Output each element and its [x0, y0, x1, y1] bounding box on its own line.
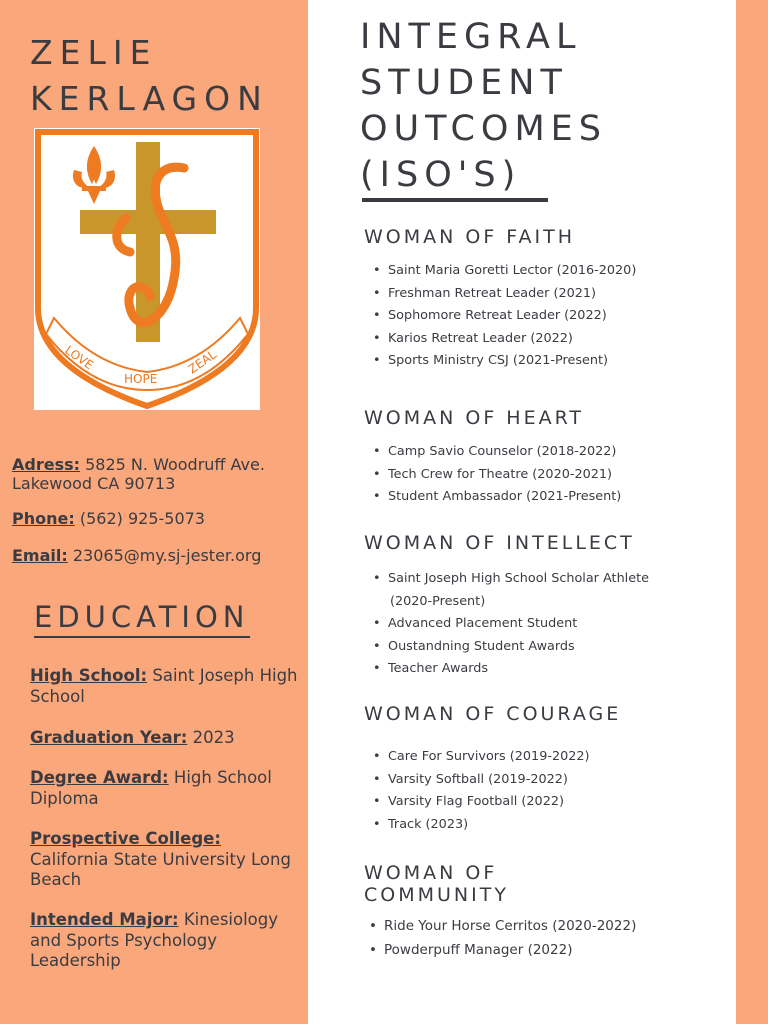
courage-heading: WOMAN OF COURAGE	[364, 703, 622, 725]
email-label: Email:	[12, 546, 68, 565]
list-item: • Powderpuff Manager (2022)	[362, 938, 636, 962]
phone-block	[12, 509, 205, 528]
list-item: • Advanced Placement Student	[366, 613, 649, 636]
list-item: • Varsity Softball (2019-2022)	[366, 769, 590, 792]
list-item: • Saint Maria Goretti Lector (2016-2020)	[366, 260, 636, 283]
major-entry	[30, 910, 302, 972]
list-item: • Freshman Retreat Leader (2021)	[366, 283, 636, 306]
college-label: Prospective College:	[30, 829, 221, 848]
grad-year-entry	[30, 728, 302, 749]
email-address: 23065@my.sj-jester.org	[72, 546, 262, 565]
crest-shield-icon	[34, 128, 260, 410]
list-item-continuation: (2020-Present)	[390, 593, 486, 609]
major-label: Intended Major:	[30, 910, 179, 929]
iso-heading-underline	[362, 198, 548, 202]
intellect-list	[366, 568, 649, 681]
motto-zeal: ZEAL	[185, 347, 219, 377]
iso-heading-line1: INTEGRAL	[360, 17, 582, 57]
iso-heading-line3: OUTCOMES	[360, 109, 608, 149]
education-heading: EDUCATION	[34, 600, 250, 638]
address-line1: 5825 N. Woodruff Ave.	[85, 455, 265, 474]
high-school-value: Saint Joseph High School	[30, 666, 298, 706]
intellect-heading: WOMAN OF INTELLECT	[364, 532, 635, 554]
address-line2: Lakewood CA 90713	[12, 474, 176, 493]
high-school-entry	[30, 666, 302, 707]
iso-heading-line4: (ISO'S)	[360, 155, 522, 195]
list-item: • Oustandning Student Awards	[366, 636, 649, 659]
list-item: • Ride Your Horse Cerritos (2020-2022)	[362, 914, 636, 938]
iso-heading-line2: STUDENT	[360, 63, 568, 103]
list-item: • Karios Retreat Leader (2022)	[366, 328, 636, 351]
grad-year-label: Graduation Year:	[30, 728, 188, 747]
list-item: • Tech Crew for Theatre (2020-2021)	[366, 464, 621, 487]
college-value: California State University Long Beach	[30, 849, 291, 889]
first-name: ZELIE	[30, 33, 158, 72]
right-accent-strip	[736, 0, 768, 1024]
list-item-text: Saint Joseph High School Scholar Athlete	[388, 571, 649, 586]
motto-love: LOVE	[62, 342, 96, 373]
faith-list	[366, 260, 636, 373]
grad-year-value: 2023	[192, 728, 235, 747]
high-school-label: High School:	[30, 666, 148, 685]
heart-list	[366, 441, 621, 509]
major-value: Kinesiology and Sports Psychology Leadership	[30, 910, 279, 970]
school-crest	[34, 128, 260, 410]
phone-number: (562) 925-5073	[79, 509, 205, 528]
degree-entry	[30, 768, 302, 809]
community-heading-line2: COMMUNITY	[364, 884, 509, 906]
address-block	[12, 455, 265, 493]
faith-heading: WOMAN OF FAITH	[364, 226, 575, 248]
community-heading	[364, 862, 509, 906]
list-item: • Student Ambassador (2021-Present)	[366, 486, 621, 509]
degree-label: Degree Award:	[30, 768, 169, 787]
list-item: • Care For Survivors (2019-2022)	[366, 746, 590, 769]
degree-value: High School Diploma	[30, 768, 272, 808]
student-name	[30, 30, 269, 122]
address-label: Adress:	[12, 455, 81, 474]
courage-list	[366, 746, 590, 836]
last-name: KERLAGON	[30, 79, 269, 118]
list-item: • Teacher Awards	[366, 658, 649, 681]
community-heading-line1: WOMAN OF	[364, 862, 498, 884]
list-item	[366, 568, 649, 613]
list-item: • Sports Ministry CSJ (2021-Present)	[366, 350, 636, 373]
email-block	[12, 546, 261, 565]
list-item: • Sophomore Retreat Leader (2022)	[366, 305, 636, 328]
college-entry	[30, 829, 302, 891]
phone-label: Phone:	[12, 509, 75, 528]
iso-heading	[360, 14, 607, 198]
list-item: • Varsity Flag Football (2022)	[366, 791, 590, 814]
list-item: • Track (2023)	[366, 814, 590, 837]
heart-heading: WOMAN OF HEART	[364, 407, 585, 429]
community-list	[362, 914, 636, 962]
motto-hope: HOPE	[124, 372, 158, 386]
list-item: • Camp Savio Counselor (2018-2022)	[366, 441, 621, 464]
